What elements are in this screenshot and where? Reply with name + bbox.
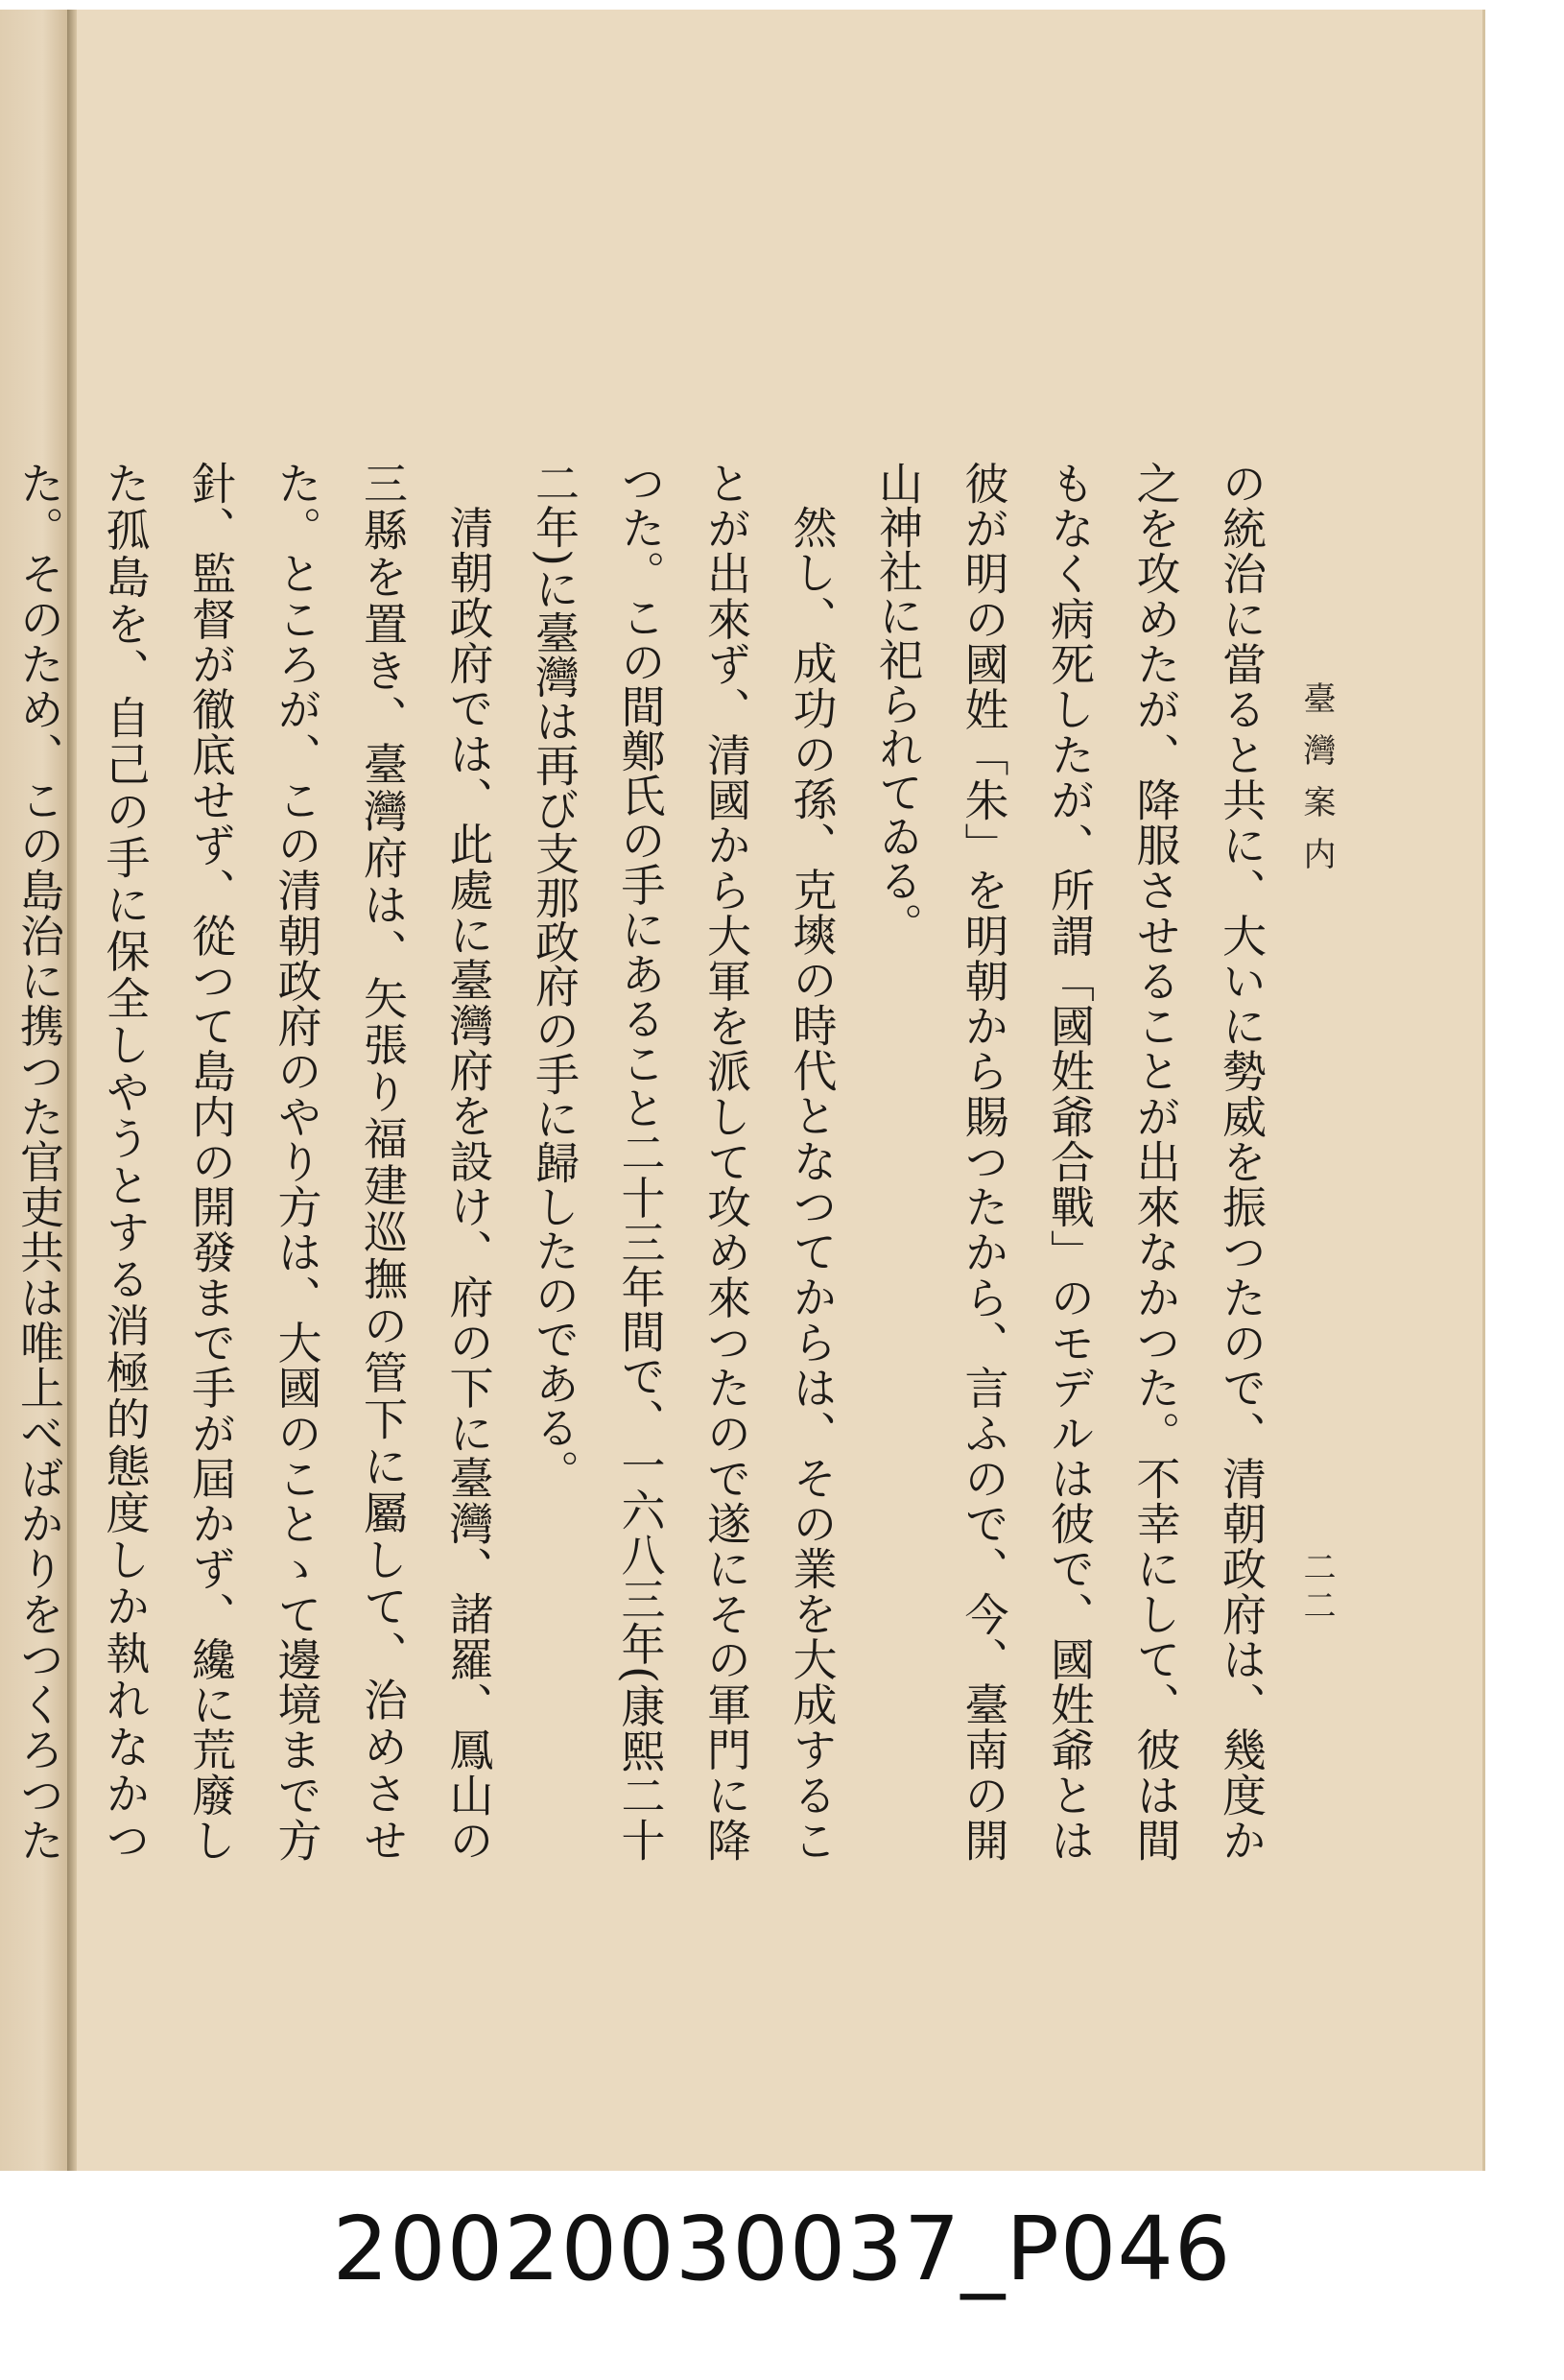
running-head: 臺灣案内: [1297, 681, 1336, 889]
body-text: [13, 461, 1284, 1863]
paragraph-3: 清朝政府では、此處に臺灣府を設け、府の下に臺灣、諸羅、鳳山の三縣を置き、臺灣府は、矢張り福建巡撫の管下に屬して、治めさせた。ところが、この清朝政府のやり方は、大國のことゝて邊境まで方針、監督が徹底せず、從つて島内の開發まで手が屆かず、纔に荒廢した孤島を、自己の手に保全しやうとする消極的態度しか執れなかつた。そのため、この島治に携つた官吏共は唯上べばかりをつくろつた: [13, 461, 495, 1863]
paragraph-1: の統治に當ると共に、大いに勢威を振つたので、清朝政府は、幾度か之を攻めたが、降服させることが出來なかつた。不幸にして、彼は間もなく病死したが、所謂「國姓爺合戰」のモデルは彼で、國姓爺とは彼が明の國姓「朱」を明朝から賜つたから、言ふので、今、臺南の開山神社に祀られてゐる。: [872, 461, 1268, 1862]
archive-id-caption: 20020030037_P046: [332, 2198, 1232, 2300]
book-spread: [0, 10, 1485, 2171]
page-number: 二二: [1297, 1550, 1336, 1627]
right-page: [13, 10, 1485, 2171]
paragraph-2: 然し、成功の孫、克塽の時代となつてからは、その業を大成することが出來ず、清國から大軍を派して攻め來つたので遂にその軍門に降つた。この間鄭氏の手にあること二十三年間で、一六八三年(康熙二十二年)に臺灣は再び支那政府の手に歸したのである。: [529, 461, 839, 1862]
